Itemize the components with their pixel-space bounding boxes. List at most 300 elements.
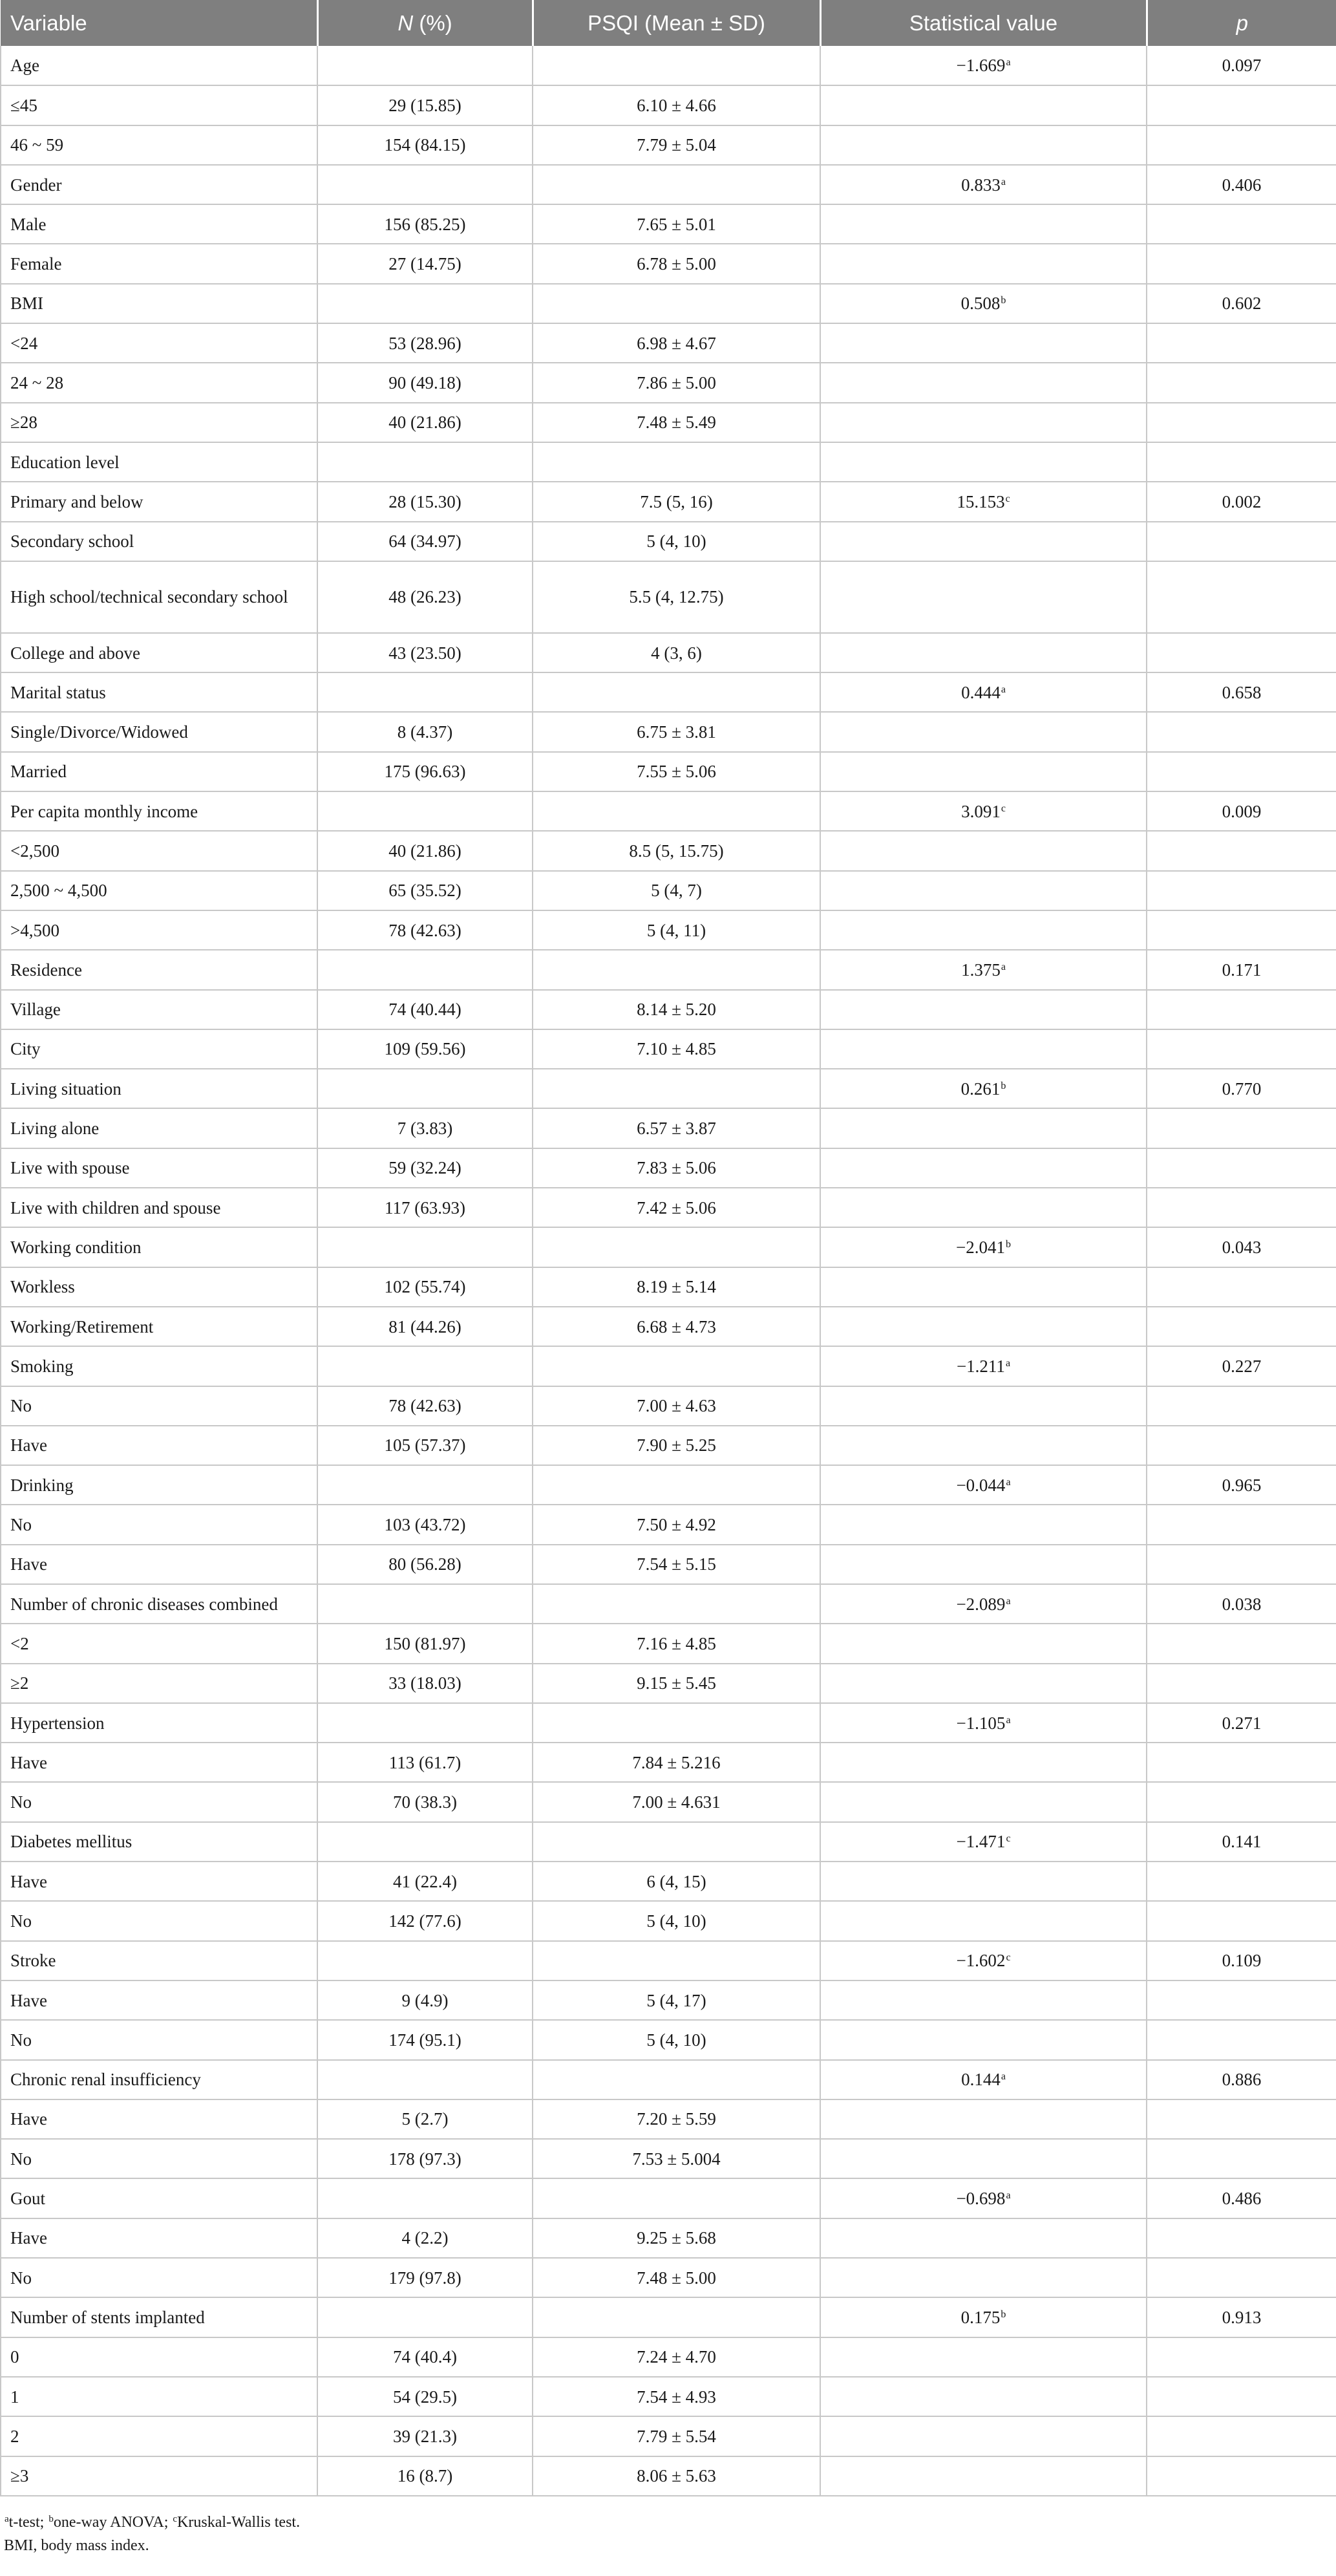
cell-p [1147,2337,1336,2377]
table-row [1,2416,1336,2456]
header-variable: Variable [1,0,317,46]
table-row [1,1584,1336,1624]
table-row [1,1703,1336,1743]
cell-statistical-value [820,2218,1147,2258]
cell-statistical-value [820,1148,1147,1188]
cell-statistical-value-text: −2.041 [956,1237,1005,1257]
cell-statistical-value [820,1069,1147,1108]
table-row [1,1782,1336,1821]
cell-n [317,125,533,165]
cell-p [1147,1307,1336,1346]
cell-variable [1,1148,317,1188]
cell-n [317,1505,533,1544]
cell-psqi [533,2297,820,2337]
cell-variable-text: Married [10,762,67,782]
cell-psqi [533,712,820,751]
cell-statistical-value [820,791,1147,831]
cell-variable [1,85,317,125]
cell-statistical-value-text: −1.471 [956,1832,1006,1852]
cell-variable-text: No [10,2149,32,2169]
cell-variable [1,1307,317,1346]
table-row [1,2297,1336,2337]
test-marker: b [1001,295,1006,306]
cell-psqi [533,284,820,323]
cell-n-text: 9 (4.9) [401,1990,449,2010]
cell-psqi-text: 6.57 ± 3.87 [637,1119,716,1139]
cell-psqi [533,1108,820,1148]
cell-n-text: 53 (28.96) [388,333,461,353]
cell-n-text: 27 (14.75) [388,254,461,274]
cell-statistical-value [820,244,1147,283]
cell-psqi [533,1862,820,1901]
cell-psqi-text: 6 (4, 15) [646,1871,706,1891]
cell-p [1147,2416,1336,2456]
cell-statistical-value [820,1822,1147,1862]
cell-variable-text: No [10,1792,32,1812]
cell-variable-text: Education level [10,452,120,472]
cell-psqi [533,752,820,791]
cell-psqi [533,2456,820,2496]
cell-n-text: 64 (34.97) [388,531,461,552]
cell-psqi [533,1743,820,1782]
cell-variable [1,1782,317,1821]
cell-n-text: 48 (26.23) [388,587,461,607]
cell-psqi [533,2139,820,2178]
cell-n [317,2178,533,2218]
cell-statistical-value [820,633,1147,672]
cell-n-text: 142 (77.6) [388,1911,461,1931]
cell-p [1147,990,1336,1029]
cell-psqi [533,1386,820,1426]
table-row [1,2178,1336,2218]
cell-n-text: 178 (97.3) [388,2149,461,2169]
cell-psqi-text: 7.86 ± 5.00 [637,373,716,393]
cell-statistical-value [820,1505,1147,1544]
table-row [1,204,1336,244]
cell-n [317,1980,533,2020]
cell-p [1147,1941,1336,1980]
cell-variable-text: Gout [10,2189,45,2209]
cell-psqi [533,442,820,482]
cell-variable-text: 2 [10,2426,19,2446]
cell-psqi-text: 5 (4, 10) [646,531,706,552]
table-footnotes [0,2496,1336,2557]
cell-psqi-text: 6.78 ± 5.00 [637,254,716,274]
test-marker: a [1006,1595,1011,1607]
cell-p [1147,2178,1336,2218]
cell-variable [1,46,317,85]
cell-variable [1,1069,317,1108]
cell-p [1147,482,1336,521]
cell-psqi [533,1227,820,1267]
cell-statistical-value [820,672,1147,712]
cell-statistical-value-text: 0.261 [960,1079,1001,1099]
cell-statistical-value [820,1782,1147,1821]
cell-p-text: 0.602 [1222,294,1262,314]
cell-p [1147,791,1336,831]
test-marker: b [1001,1080,1006,1091]
cell-p [1147,752,1336,791]
cell-variable [1,1980,317,2020]
cell-variable [1,2099,317,2139]
cell-variable [1,2456,317,2496]
cell-p [1147,633,1336,672]
cell-p-text: 0.770 [1222,1079,1262,1099]
cell-statistical-value [820,522,1147,561]
cell-n [317,1029,533,1069]
cell-n-text: 179 (97.8) [388,2268,461,2288]
cell-n [317,791,533,831]
test-marker: c [1005,493,1010,504]
cell-psqi [533,522,820,561]
cell-variable [1,2139,317,2178]
cell-variable [1,442,317,482]
table-row [1,871,1336,910]
cell-psqi [533,244,820,283]
cell-p [1147,1743,1336,1782]
cell-statistical-value-text: −1.211 [956,1356,1005,1376]
test-marker: a [1006,2190,1011,2202]
table-row [1,165,1336,204]
cell-psqi [533,85,820,125]
cell-variable [1,2218,317,2258]
cell-statistical-value [820,442,1147,482]
cell-variable-text: 2,500 ~ 4,500 [10,881,107,901]
cell-p-text: 0.109 [1222,1951,1262,1971]
cell-psqi [533,561,820,633]
cell-p [1147,244,1336,283]
cell-statistical-value-text: −2.089 [956,1594,1006,1614]
table-row [1,1624,1336,1663]
cell-n [317,442,533,482]
footnote-text: t-test; [8,2513,48,2531]
cell-n [317,1227,533,1267]
footnote-marker: b [48,2513,54,2524]
cell-statistical-value [820,482,1147,521]
table-row [1,1465,1336,1505]
cell-n-text: 174 (95.1) [388,2030,461,2050]
cell-psqi [533,871,820,910]
cell-variable-text: Diabetes mellitus [10,1832,133,1852]
cell-p-text: 0.141 [1222,1832,1262,1852]
cell-psqi [533,2377,820,2416]
cell-variable-text: Residence [10,960,82,980]
cell-psqi-text: 5 (4, 7) [651,881,702,901]
cell-n-text: 33 (18.03) [388,1673,461,1693]
cell-n [317,2377,533,2416]
cell-p [1147,1862,1336,1901]
cell-variable [1,1743,317,1782]
cell-variable-text: Female [10,254,62,274]
cell-n [317,1545,533,1584]
table-row [1,831,1336,870]
cell-psqi-text: 7.00 ± 4.63 [637,1396,716,1416]
cell-variable-text: Smoking [10,1356,74,1376]
cell-variable-text: Secondary school [10,531,134,552]
cell-psqi-text: 7.79 ± 5.54 [637,2426,716,2446]
table-row [1,2456,1336,2496]
cell-variable-text: <2,500 [10,841,59,861]
footnote-text: Kruskal-Wallis test. [177,2513,301,2531]
cell-statistical-value [820,561,1147,633]
cell-psqi [533,165,820,204]
cell-statistical-value [820,871,1147,910]
cell-variable-text: Have [10,1554,47,1574]
cell-variable-text: No [10,1515,32,1535]
cell-n [317,403,533,442]
cell-statistical-value [820,1307,1147,1346]
cell-variable-text: Live with children and spouse [10,1197,221,1218]
cell-variable [1,1822,317,1862]
cell-n [317,522,533,561]
cell-p-text: 0.886 [1222,2070,1262,2090]
cell-psqi [533,1703,820,1743]
cell-n [317,1703,533,1743]
cell-statistical-value [820,1267,1147,1307]
cell-p-text: 0.038 [1222,1594,1262,1614]
table-row [1,1426,1336,1465]
table-row [1,1386,1336,1426]
header-n-letter: N [398,10,414,35]
cell-p [1147,2218,1336,2258]
cell-variable [1,482,317,521]
table-body [1,46,1336,2496]
cell-psqi [533,1267,820,1307]
cell-statistical-value-text: 0.144 [961,2070,1001,2090]
cell-psqi [533,950,820,989]
cell-statistical-value-text: −0.044 [956,1475,1006,1495]
cell-variable-text: BMI [10,294,44,314]
cell-variable-text: 1 [10,2387,19,2407]
cell-psqi-text: 8.5 (5, 15.75) [629,841,724,861]
cell-n [317,1069,533,1108]
cell-psqi-text: 7.65 ± 5.01 [637,214,716,234]
cell-n-text: 156 (85.25) [384,214,466,234]
cell-statistical-value [820,1703,1147,1743]
cell-psqi [533,1307,820,1346]
cell-psqi [533,2020,820,2059]
cell-psqi-text: 7.00 ± 4.631 [632,1792,721,1812]
test-marker: a [1001,2071,1006,2083]
test-marker: a [1001,683,1006,695]
cell-p [1147,1108,1336,1148]
cell-statistical-value [820,2139,1147,2178]
cell-variable [1,1941,317,1980]
cell-statistical-value [820,2178,1147,2218]
table-row [1,1505,1336,1544]
cell-statistical-value-text: 0.833 [961,175,1001,195]
cell-variable [1,2020,317,2059]
cell-variable [1,791,317,831]
cell-p [1147,831,1336,870]
table-row [1,1664,1336,1703]
cell-psqi [533,2416,820,2456]
table-row [1,2258,1336,2297]
cell-statistical-value [820,2258,1147,2297]
cell-variable-text: Hypertension [10,1713,105,1733]
cell-n-text: 154 (84.15) [384,135,466,155]
cell-psqi [533,1624,820,1663]
cell-n-text: 8 (4.37) [397,722,453,742]
cell-psqi [533,910,820,950]
cell-psqi-text: 7.90 ± 5.25 [637,1435,716,1455]
cell-psqi [533,2218,820,2258]
cell-n-text: 70 (38.3) [393,1792,457,1812]
cell-variable-text: Drinking [10,1475,74,1495]
cell-n-text: 39 (21.3) [393,2426,457,2446]
cell-psqi-text: 7.20 ± 5.59 [637,2109,716,2129]
cell-p [1147,1386,1336,1426]
cell-statistical-value [820,1664,1147,1703]
cell-variable-text: Living situation [10,1079,122,1099]
cell-variable [1,2258,317,2297]
cell-statistical-value-text: −1.602 [956,1951,1006,1971]
cell-n [317,1307,533,1346]
cell-psqi [533,363,820,402]
cell-variable-text: Primary and below [10,491,143,511]
cell-n [317,1782,533,1821]
cell-variable [1,871,317,910]
cell-psqi [533,1069,820,1108]
cell-psqi-text: 9.25 ± 5.68 [637,2228,716,2248]
cell-psqi [533,990,820,1029]
cell-n [317,1465,533,1505]
cell-variable-text: <24 [10,333,38,353]
test-marker: a [1006,1476,1011,1488]
cell-n [317,85,533,125]
cell-variable-text: Number of stents implanted [10,2307,205,2327]
cell-psqi [533,125,820,165]
cell-n-text: 80 (56.28) [388,1554,461,1574]
cell-variable-text: ≥2 [10,1673,29,1693]
cell-psqi [533,2178,820,2218]
table-row [1,2139,1336,2178]
table-row [1,1941,1336,1980]
cell-p [1147,1545,1336,1584]
footnote-marker: c [173,2513,178,2524]
cell-variable-text: Stroke [10,1951,56,1971]
cell-n-text: 65 (35.52) [388,881,461,901]
cell-p [1147,950,1336,989]
cell-n-text: 78 (42.63) [388,920,461,940]
cell-statistical-value [820,1465,1147,1505]
cell-psqi-text: 7.83 ± 5.06 [637,1158,716,1178]
cell-n-text: 40 (21.86) [388,841,461,861]
cell-variable [1,165,317,204]
cell-p [1147,284,1336,323]
cell-variable [1,2060,317,2099]
cell-statistical-value [820,85,1147,125]
cell-variable-text: No [10,2268,32,2288]
cell-variable-text: No [10,2030,32,2050]
header-statistical-value: Statistical value [820,0,1147,46]
cell-n [317,990,533,1029]
cell-n [317,1148,533,1188]
table-row [1,1148,1336,1188]
cell-n [317,244,533,283]
cell-p [1147,1465,1336,1505]
cell-statistical-value [820,125,1147,165]
table-row [1,791,1336,831]
table-row [1,1188,1336,1227]
footnote-tests [4,2511,1336,2534]
cell-statistical-value-text: 3.091 [961,801,1001,821]
cell-n-text: 59 (32.24) [388,1158,461,1178]
cell-psqi-text: 7.84 ± 5.216 [632,1752,721,1772]
cell-p-text: 0.097 [1222,56,1262,76]
cell-n-text: 109 (59.56) [384,1039,466,1059]
cell-variable-text: College and above [10,643,140,663]
cell-statistical-value-text: 0.508 [960,294,1001,314]
cell-n [317,633,533,672]
cell-psqi [533,1188,820,1227]
cell-n [317,831,533,870]
cell-statistical-value-text: −1.669 [956,56,1006,76]
table-row [1,712,1336,751]
cell-p [1147,1029,1336,1069]
cell-variable [1,1386,317,1426]
cell-statistical-value [820,831,1147,870]
cell-n [317,1822,533,1862]
cell-p [1147,1980,1336,2020]
cell-n [317,1862,533,1901]
cell-p [1147,561,1336,633]
cell-n [317,2416,533,2456]
table-row [1,363,1336,402]
header-n-suffix: (%) [413,10,452,35]
cell-psqi-text: 7.54 ± 4.93 [637,2387,716,2407]
cell-psqi [533,633,820,672]
cell-variable [1,2297,317,2337]
cell-p [1147,672,1336,712]
footnote-bmi: BMI, body mass index. [4,2537,149,2554]
header-psqi: PSQI (Mean ± SD) [533,0,820,46]
cell-n-text: 4 (2.2) [401,2228,449,2248]
cell-psqi [533,791,820,831]
cell-variable-text: Living alone [10,1119,100,1139]
cell-n [317,1108,533,1148]
cell-p-text: 0.406 [1222,175,1262,195]
cell-n [317,1426,533,1465]
cell-statistical-value-text: 15.153 [957,491,1005,511]
test-marker: a [1006,57,1011,69]
cell-p [1147,871,1336,910]
cell-p [1147,2099,1336,2139]
cell-p-text: 0.658 [1222,682,1262,702]
cell-n [317,323,533,363]
cell-p [1147,2377,1336,2416]
cell-p [1147,1188,1336,1227]
cell-p [1147,2456,1336,2496]
cell-n-text: 41 (22.4) [393,1871,457,1891]
cell-n [317,561,533,633]
cell-n-text: 74 (40.44) [388,1000,461,1020]
cell-statistical-value [820,950,1147,989]
cell-p-text: 0.227 [1222,1356,1262,1376]
table-row [1,1029,1336,1069]
cell-statistical-value [820,1386,1147,1426]
cell-psqi-text: 9.15 ± 5.45 [637,1673,716,1693]
table-row [1,85,1336,125]
cell-psqi [533,46,820,85]
cell-psqi-text: 7.48 ± 5.00 [637,2268,716,2288]
table-row [1,2337,1336,2377]
cell-variable-text: ≥3 [10,2466,29,2486]
cell-n-text: 175 (96.63) [384,762,466,782]
cell-statistical-value [820,1227,1147,1267]
cell-statistical-value-text: −0.698 [956,2189,1006,2209]
cell-n [317,1664,533,1703]
